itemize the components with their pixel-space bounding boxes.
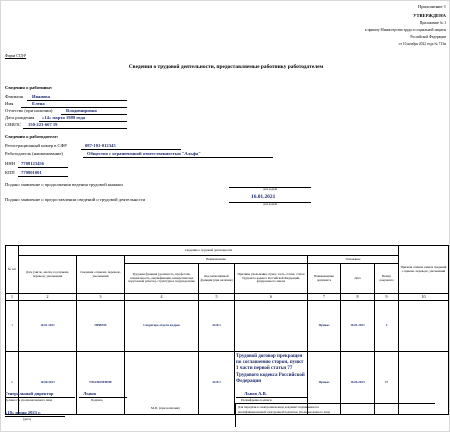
snils-label: СНИЛС	[5, 122, 21, 127]
kpp-value: 770801001	[21, 170, 42, 175]
row-doc: Приказ	[308, 301, 341, 352]
patronymic-value: Владимировна	[66, 108, 97, 113]
employment-table	[5, 245, 449, 415]
decoding-value: Львов А.В.	[244, 391, 267, 396]
position-caption: Должность уполномоченного лица	[5, 398, 53, 402]
continue-date-caption: дата подачи	[262, 188, 278, 191]
employer-name-value: Общество с ограниченной ответственностью "Альфа"	[87, 151, 201, 156]
employer-name-label: Работодатель (наименование)	[5, 151, 63, 156]
header-code: Код выполняемой функции (при наличии)	[199, 264, 235, 294]
employer-heading: Сведения о работодателе:	[5, 134, 59, 139]
row-no: 1	[6, 301, 19, 352]
employee-heading: Сведения о работнике:	[5, 85, 53, 90]
dob-label: Дата рождения	[5, 115, 35, 120]
col-number: 8	[341, 294, 375, 301]
header-basis-group: Основание	[308, 256, 399, 264]
appendix-label: Приложение 1	[417, 4, 446, 9]
surname-label: Фамилия	[5, 94, 23, 99]
appendix-number: Приложение № 1	[419, 21, 446, 25]
header-function: Трудовая функция (должность, профессия, специальность, квалификация, конкретная вид поручаемой работы), структурное подразделение	[125, 264, 199, 294]
inn-value: 7708123456	[21, 161, 44, 166]
reg-number-value: 087-101-012345	[85, 143, 116, 148]
sign-date: «10» июня 2023 г.	[5, 410, 41, 415]
header-reason: Причины увольнения, пункт, часть статьи, статья Трудового кодекса Российской Федерации, федерального закона	[235, 264, 308, 294]
snils-value: 150-223-667 19	[28, 122, 58, 127]
header-docnum: Номер документа	[375, 264, 399, 294]
continue-statement: Подано заявление о продолжении ведения трудовой книжки	[5, 182, 123, 187]
header-activity: Сведения о трудовой деятельности	[19, 246, 399, 256]
decoding-caption: Расшифровка подписи	[241, 398, 272, 402]
electronic-note-2: квалифицированной электронной подписью уполномоченного лица	[238, 410, 331, 414]
col-number: 4	[125, 294, 199, 301]
surname-value: Иванова	[32, 94, 50, 99]
col-number: 7	[308, 294, 341, 301]
row-docnum: 2	[375, 301, 399, 352]
row-function: Секретарь отдела кадров	[125, 301, 199, 352]
header-event: Сведения о приеме, переводе, увольнении	[77, 256, 125, 294]
name-value: Елена	[32, 101, 45, 106]
row-event: УВОЛЬНЕНИЕ	[77, 352, 125, 415]
reg-number-label: Регистрационный номер в СФР	[5, 143, 67, 148]
header-doc: Наименование документа	[308, 264, 341, 294]
provide-date-caption: дата подачи	[262, 203, 278, 206]
row-date: 10.06.2023	[19, 352, 77, 415]
col-number: 3	[77, 294, 125, 301]
approved-label: УТВЕРЖДЕНА	[413, 13, 446, 18]
row-reason	[235, 301, 308, 352]
order-line: к приказу Министерства труда и социальной защиты	[364, 28, 446, 32]
col-number: 1	[6, 294, 19, 301]
name-label: Имя	[5, 101, 14, 106]
col-number: 6	[235, 294, 308, 301]
row-cancel	[399, 301, 449, 352]
row-no: 2	[6, 352, 19, 415]
patronymic-label: Отчество (при наличии)	[5, 108, 53, 113]
table-row	[6, 352, 449, 415]
dob-value: «14» марта 1989 года	[42, 115, 86, 120]
row-docdate: 16.01.2021	[341, 301, 375, 352]
row-docdate: 10.06.2023	[341, 352, 375, 415]
row-reason: Трудовой договор прекращен по соглашению сторон, пункт 1 части первой статьи 77 Трудового кодекса Российской Федерации	[235, 352, 308, 415]
kpp-label: КПП	[5, 170, 15, 175]
header-name-group: Наименование	[125, 256, 308, 264]
col-number: 9	[375, 294, 399, 301]
row-date: 16.01.2021	[19, 301, 77, 352]
row-docnum: 27	[375, 352, 399, 415]
signature-caption: Подпись	[91, 398, 103, 402]
col-number: 10	[399, 294, 449, 301]
row-doc: Приказ	[308, 352, 341, 415]
row-code: 4120.1	[199, 352, 235, 415]
page-title: Сведения о трудовой деятельности, предоставляемые работнику работодателем	[128, 64, 324, 70]
signature-value: Львов	[83, 391, 96, 396]
header-docdate: Дата	[341, 264, 375, 294]
header-date: Дата (число, месяц, год приема, перевода, увольнения	[19, 256, 77, 294]
header-no: № п/п	[6, 246, 19, 294]
sign-date-caption: (дата)	[23, 417, 31, 421]
federation-line: Российской Федерации	[410, 35, 446, 39]
order-date: от 10 ноября 2022 года № 713н	[398, 42, 446, 46]
electronic-note-1: Для передачи в электронном виде документ подписывается	[238, 405, 319, 409]
provide-date-value: 16.01.2021	[251, 194, 276, 200]
col-number: 2	[19, 294, 77, 301]
col-number: 5	[199, 294, 235, 301]
row-event: ПРИЕМ	[77, 301, 125, 352]
form-label: Форма СТД-Р	[5, 54, 27, 58]
row-code: 4120.1	[199, 301, 235, 352]
stamp-label: М.П. (при наличии)	[151, 406, 180, 410]
provide-statement: Подано заявление о предоставлении сведений о трудовой деятельности	[5, 197, 146, 202]
row-cancel	[399, 352, 449, 415]
signer-position: Генеральный директор	[5, 391, 54, 396]
inn-label: ИНН	[5, 161, 15, 166]
table-row	[6, 301, 449, 352]
header-cancel: Признак отмены записи сведений о приеме, переводе, увольнении	[399, 246, 449, 294]
